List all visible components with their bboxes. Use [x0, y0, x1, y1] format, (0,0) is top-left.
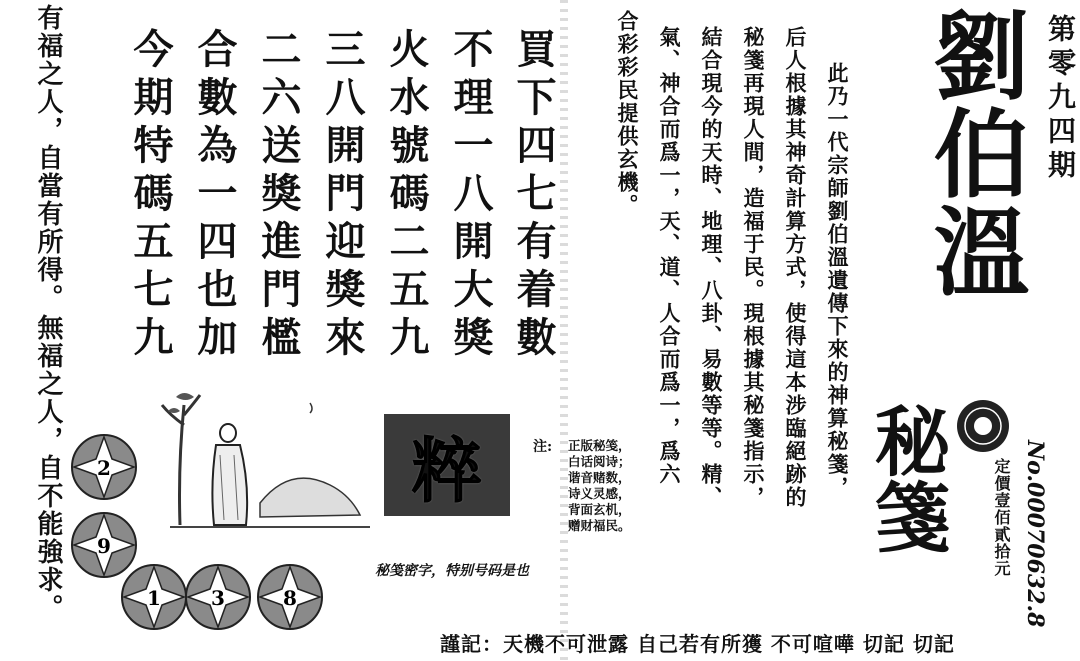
note-line: 赠财福民。 [568, 518, 631, 533]
issue-number: 第零九四期 [1044, 14, 1077, 184]
notes-label: 注: [533, 439, 553, 455]
intro-column-4: 結合現今的天時、地理、八卦、易數等等。精、 [699, 26, 724, 509]
intro-column-3: 秘箋再現人間，造福于民。現根據其秘箋指示， [741, 26, 766, 509]
poem-line-4: 三八開門迎獎來 [319, 28, 365, 364]
note-line: 谐音赌数， [568, 470, 631, 485]
poem-line-3: 火水號碼二五九 [383, 28, 429, 364]
side-column-1: 有福之人，自當有所得。 [33, 4, 63, 312]
badge-number: 1 [147, 586, 161, 610]
intro-column-1: 此乃一代宗師劉伯溫遺傳下來的神算秘箋， [825, 62, 850, 499]
note-line: 白话阅诗； [568, 454, 631, 469]
intro-column-5: 氣、神合而爲一，天、道、人合而爲一，爲六 [657, 26, 682, 486]
badge-number: 2 [97, 456, 111, 480]
poem-line-2: 不理一八開大獎 [447, 28, 493, 364]
badge-number: 9 [97, 534, 111, 558]
notes-list [568, 438, 631, 534]
poem-line-5: 二六送獎進門檻 [255, 28, 301, 364]
note-line: 背面玄机， [568, 502, 631, 517]
side-column-2: 無福之人，自不能強求。 [33, 314, 63, 622]
poem-line-7: 今期特碼五七九 [127, 28, 173, 364]
poem-line-1: 買下四七有着數 [510, 28, 556, 364]
serial-number: No.00070632.8 [1022, 440, 1048, 628]
page-subtitle: 秘箋 [862, 402, 951, 554]
intro-column-2: 后人根據其神奇計算方式，使得這本涉臨絕跡的 [783, 26, 808, 509]
poem-line-6: 合數為一四也加 [191, 28, 237, 364]
key-word: 粹 [412, 429, 482, 512]
intro-column-6: 合彩彩民提供玄機。 [615, 10, 640, 217]
note-line: 诗义灵感， [568, 486, 631, 501]
page-title: 劉伯溫 [918, 6, 1031, 300]
seal-stamp [955, 398, 1011, 454]
badge-number: 8 [283, 586, 297, 610]
warning-text: 謹記：天機不可泄露 自己若有所獲 不可喧嘩 切記 切記 [440, 632, 955, 656]
illustration-caption: 秘笺密字，特别号码是也 [375, 563, 529, 579]
price-label: 定價壹佰貳拾元 [992, 458, 1011, 577]
note-line: 正版秘笺， [568, 438, 631, 453]
number-badges [70, 425, 340, 643]
badge-number: 3 [211, 586, 225, 610]
key-word-box [384, 414, 510, 516]
